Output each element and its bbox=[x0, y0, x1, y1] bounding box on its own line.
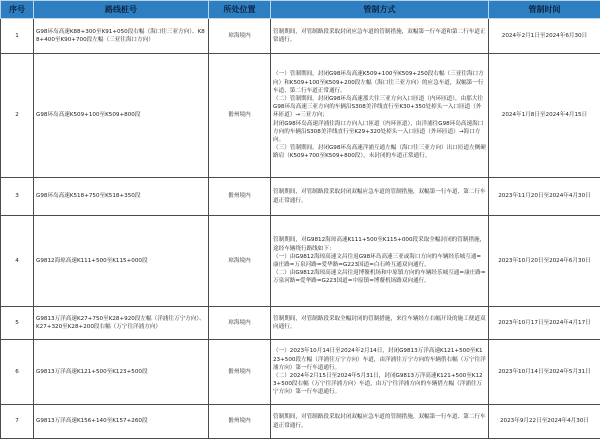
cell-time: 2024年2月1日至2024年6月30日 bbox=[489, 19, 600, 54]
method-line: （二）管制期间，封闭G98环岛高速那大往三亚方向入口匝道（内环匝道），由那大往G98环岛高速三亚方向的车辆沿S308美洋线直行至K30+350处掉头一入口匝道（外环匝道）→三亚方向； bbox=[273, 95, 486, 120]
method-line: （一）管制期间，封闭G98环岛高速K509+100至K509+250段右幅（三亚往海口方向）和K509+100至K509+200段左幅（海口往三亚方向）的应急车道，双幅第一行车道、第二行车道正常通行。 bbox=[273, 70, 486, 95]
cell-seq: 1 bbox=[1, 19, 34, 54]
header-location: 所处位置 bbox=[209, 1, 271, 19]
method-line: 管制期间，对管制路段采取封闭双幅应急车道的管制措施，双幅第一行车道、第二行车道正常通行。 bbox=[273, 188, 486, 204]
method-line: 管制期间，对管制路段采取全幅封闭的管制措施，来往车辆经左右幅开设的施工便道双向通行。 bbox=[273, 315, 486, 331]
cell-time: 2024年1月8日至2024年4月15日 bbox=[489, 54, 600, 178]
cell-seq: 4 bbox=[1, 216, 34, 307]
cell-method bbox=[271, 340, 489, 405]
header-time: 管制时间 bbox=[489, 1, 600, 19]
cell-time: 2023年10月17日至2024年4月17日 bbox=[489, 307, 600, 340]
header-method: 管制方式 bbox=[271, 1, 489, 19]
cell-route: G9812海琼高速K111+500至K115+000段 bbox=[34, 216, 209, 307]
method-line: （一）2023年10月14日至2024年2月14日，封闭G9813万洋高速K121+500至K123+500段左幅（洋浦往万宁方向）车道，由洋浦往万宁方向的车辆借右幅（万宁往洋浦方向）第一行车道通行。 bbox=[273, 347, 486, 372]
cell-location: 儋州境内 bbox=[209, 340, 271, 405]
cell-location: 琼海境内 bbox=[209, 216, 271, 307]
cell-method bbox=[271, 54, 489, 178]
cell-seq: 5 bbox=[1, 307, 34, 340]
cell-location: 儋州境内 bbox=[209, 54, 271, 178]
cell-time: 2023年10月14日至2024年5月31日 bbox=[489, 340, 600, 405]
table-row bbox=[1, 340, 600, 405]
cell-route: G98环岛高速K88+300至K91+050段右幅（海口往三亚方向）、K88+400至K90+700段左幅（三亚往海口方向） bbox=[34, 19, 209, 54]
cell-location: 琼海境内 bbox=[209, 19, 271, 54]
cell-method bbox=[271, 19, 489, 54]
table-row bbox=[1, 405, 600, 439]
cell-location: 儋州境内 bbox=[209, 405, 271, 439]
cell-location: 儋州境内 bbox=[209, 178, 271, 216]
cell-seq: 3 bbox=[1, 178, 34, 216]
table-row bbox=[1, 216, 600, 307]
cell-route: G9813万洋高速K27+750至K28+920段左幅（洋浦往万宁方向）、K27+320至K28+200段右幅（万宁往洋浦方向） bbox=[34, 307, 209, 340]
cell-method bbox=[271, 307, 489, 340]
cell-method bbox=[271, 178, 489, 216]
cell-seq: 2 bbox=[1, 54, 34, 178]
table-header-row bbox=[1, 1, 600, 19]
cell-method bbox=[271, 405, 489, 439]
cell-seq: 6 bbox=[1, 340, 34, 405]
table-row bbox=[1, 178, 600, 216]
cell-route: G9813万洋高速K121+500至K123+500段 bbox=[34, 340, 209, 405]
method-line: （一）由G9812海琼高速文昌往返G98环岛高速三亚或海口方向的车辆经乐城互通=康庄路=万泉河路=爱华路=G223国道=白石岭互通双向通行。 bbox=[273, 253, 486, 269]
method-line: 管制期间，对管制路段采取封闭应急车道的管制措施，双幅第一行车道和第二行车道正常通行。 bbox=[273, 28, 486, 44]
cell-route: G9813万洋高速K156+140至K157+260段 bbox=[34, 405, 209, 439]
cell-time: 2023年11月20日至2024年4月30日 bbox=[489, 178, 600, 216]
method-line: 管制期间，对管制路段采取封闭双幅应急车道的管制措施，双幅第一行车道、第二行车道正常通行。 bbox=[273, 413, 486, 429]
header-seq: 序号 bbox=[1, 1, 34, 19]
method-line: 封闭G98环岛高速洋浦往海口方向入口匝道（内环匝道），由洋浦往G98环岛高速海口方向的车辆沿S308美洋线直行至K29+320处掉头一入口匝道（外环匝道）→海口方向。 bbox=[273, 120, 486, 145]
cell-location: 琼海境内 bbox=[209, 307, 271, 340]
table-row bbox=[1, 19, 600, 54]
cell-time: 2023年10月20日至2024年6月30日 bbox=[489, 216, 600, 307]
cell-route: G98环岛高速K509+100至K509+800段 bbox=[34, 54, 209, 178]
method-line: （三）管制期间，封闭G98环岛高速洋浦互通左幅（海口往三亚方向）出口匝道左侧硬路肩（K509+700至K509+800段），未封闭的车道正常通行。 bbox=[273, 144, 486, 160]
header-route: 路线桩号 bbox=[34, 1, 209, 19]
table-row bbox=[1, 307, 600, 340]
table-row bbox=[1, 54, 600, 178]
cell-method bbox=[271, 216, 489, 307]
cell-seq: 7 bbox=[1, 405, 34, 439]
method-line: 管制期间，对G9812海琼高速K111+500至K115+000段采取全幅封闭的管制措施，途经车辆绕行路线如下： bbox=[273, 236, 486, 252]
method-line: （二）2024年2月15日至2024年5月31日，封闭G9813万洋高速K121+500至K123+500段右幅（万宁往洋浦方向）车道，由万宁往洋浦方向的车辆借左幅（洋浦往万宁方向）第一行车道通行。 bbox=[273, 372, 486, 397]
cell-time: 2023年9月22日至2024年4月30日 bbox=[489, 405, 600, 439]
method-line: （二）由G9812海琼高速文昌往返博鳌机场和中原镇方向的车辆经乐城互通=康庄路=万泉河路=爱华路=G223国道=中原镇=博鳌机场路双向通行。 bbox=[273, 269, 486, 285]
cell-route: G98环岛高速K518+750至K518+350段 bbox=[34, 178, 209, 216]
